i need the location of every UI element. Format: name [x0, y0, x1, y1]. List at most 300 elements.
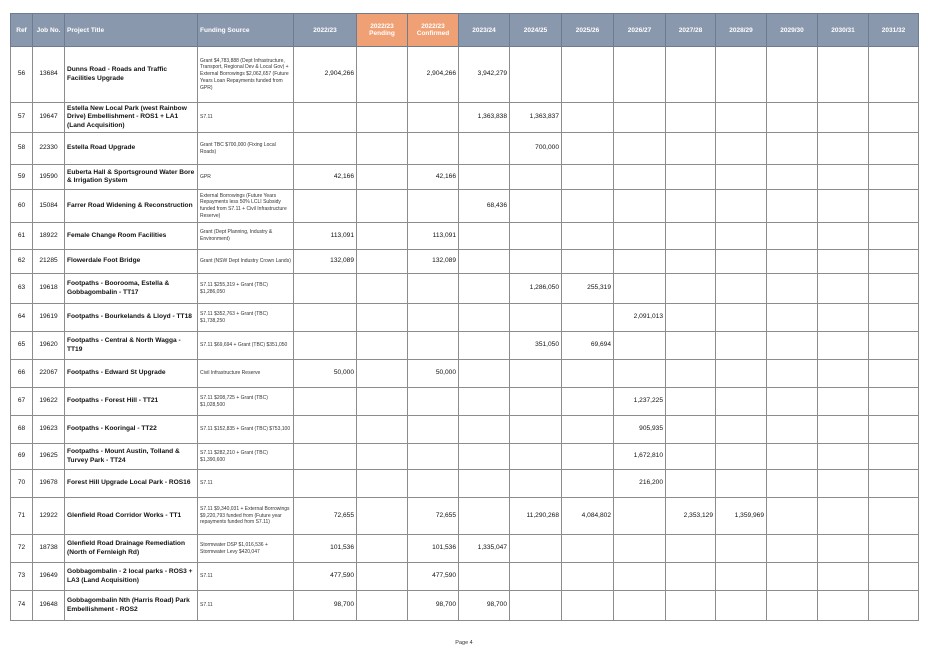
amount-cell [614, 498, 666, 535]
amount-cell [510, 250, 562, 274]
funding-source-cell: S7.11 $282,210 + Grant (TBC) $1,390,600 [198, 444, 294, 470]
amount-cell [510, 416, 562, 444]
header-2028-29: 2028/29 [716, 14, 767, 47]
table-row [11, 535, 919, 563]
amount-cell: 351,050 [510, 332, 562, 360]
amount-cell: 477,590 [408, 563, 459, 591]
amount-cell [716, 165, 767, 190]
funding-source-cell: S7.11 [198, 103, 294, 133]
amount-cell [408, 416, 459, 444]
funding-source-cell: Grant (NSW Dept Industry Crown Lands) [198, 250, 294, 274]
amount-cell [614, 103, 666, 133]
ref-cell: 58 [11, 133, 33, 165]
header-2030-31: 2030/31 [818, 14, 869, 47]
amount-cell [357, 563, 408, 591]
amount-cell [666, 250, 716, 274]
amount-cell [510, 535, 562, 563]
job-no-cell: 19648 [33, 591, 65, 621]
amount-cell [562, 304, 614, 332]
header-2031-32: 2031/32 [869, 14, 919, 47]
amount-cell [562, 250, 614, 274]
amount-cell [408, 274, 459, 304]
amount-cell: 98,700 [408, 591, 459, 621]
funding-source-cell: Grant $4,783,888 (Dept Infrastructure, Transport, Regional Dev & Local Gov) + External Borrowings $2,062,657 (Future Years Loan Repayments funded from GPR) [198, 47, 294, 103]
amount-cell [716, 223, 767, 250]
amount-cell: 2,353,129 [666, 498, 716, 535]
amount-cell [666, 444, 716, 470]
amount-cell: 905,935 [614, 416, 666, 444]
amount-cell [510, 190, 562, 223]
table-row [11, 563, 919, 591]
amount-cell [459, 444, 510, 470]
amount-cell [767, 103, 818, 133]
amount-cell [869, 274, 919, 304]
header-2022-23: 2022/23 [294, 14, 357, 47]
amount-cell [614, 360, 666, 388]
amount-cell [614, 332, 666, 360]
amount-cell: 1,237,225 [614, 388, 666, 416]
amount-cell [767, 223, 818, 250]
amount-cell [562, 416, 614, 444]
job-no-cell: 19647 [33, 103, 65, 133]
amount-cell [716, 103, 767, 133]
amount-cell [818, 133, 869, 165]
amount-cell [818, 591, 869, 621]
amount-cell [562, 470, 614, 498]
amount-cell [869, 332, 919, 360]
amount-cell: 113,091 [294, 223, 357, 250]
funding-source-cell: Grant TBC $700,000 (Fixing Local Roads) [198, 133, 294, 165]
amount-cell [357, 165, 408, 190]
amount-cell [357, 304, 408, 332]
amount-cell [716, 444, 767, 470]
amount-cell [510, 444, 562, 470]
header-2024-25: 2024/25 [510, 14, 562, 47]
amount-cell: 1,672,810 [614, 444, 666, 470]
header-2023-24: 2023/24 [459, 14, 510, 47]
amount-cell [510, 304, 562, 332]
amount-cell [767, 190, 818, 223]
amount-cell [408, 388, 459, 416]
ref-cell: 61 [11, 223, 33, 250]
amount-cell [666, 47, 716, 103]
project-title-cell: Gobbagombalin Nth (Harris Road) Park Embellishment - ROS2 [65, 591, 198, 621]
project-title-cell: Glenfield Road Corridor Works - TT1 [65, 498, 198, 535]
table-row [11, 274, 919, 304]
amount-cell [666, 360, 716, 388]
job-no-cell: 19622 [33, 388, 65, 416]
job-no-cell: 22067 [33, 360, 65, 388]
amount-cell [459, 250, 510, 274]
amount-cell [767, 332, 818, 360]
project-title-cell: Flowerdale Foot Bridge [65, 250, 198, 274]
amount-cell [459, 470, 510, 498]
amount-cell [510, 591, 562, 621]
ref-cell: 63 [11, 274, 33, 304]
amount-cell [869, 498, 919, 535]
amount-cell [666, 563, 716, 591]
amount-cell [716, 591, 767, 621]
amount-cell [869, 250, 919, 274]
amount-cell [294, 133, 357, 165]
header-ref: Ref [11, 14, 33, 47]
table-row [11, 498, 919, 535]
amount-cell [357, 332, 408, 360]
amount-cell [818, 535, 869, 563]
amount-cell [459, 165, 510, 190]
amount-cell [666, 470, 716, 498]
amount-cell [562, 388, 614, 416]
funding-source-cell: Civil Infrastructure Reserve [198, 360, 294, 388]
amount-cell: 101,536 [408, 535, 459, 563]
amount-cell [459, 360, 510, 388]
table-row [11, 444, 919, 470]
amount-cell [818, 444, 869, 470]
amount-cell [818, 470, 869, 498]
amount-cell [818, 563, 869, 591]
amount-cell [767, 444, 818, 470]
funding-source-cell: S7.11 $352,763 + Grant (TBC) $1,738,250 [198, 304, 294, 332]
amount-cell [666, 416, 716, 444]
amount-cell [716, 274, 767, 304]
table-row [11, 133, 919, 165]
amount-cell [357, 360, 408, 388]
amount-cell [767, 165, 818, 190]
amount-cell [408, 103, 459, 133]
amount-cell [818, 388, 869, 416]
amount-cell: 69,694 [562, 332, 614, 360]
ref-cell: 62 [11, 250, 33, 274]
funding-source-cell: S7.11 $208,725 + Grant (TBC) $1,028,500 [198, 388, 294, 416]
amount-cell [869, 190, 919, 223]
amount-cell: 11,290,268 [510, 498, 562, 535]
amount-cell [716, 133, 767, 165]
amount-cell [408, 190, 459, 223]
amount-cell: 72,655 [294, 498, 357, 535]
amount-cell [716, 250, 767, 274]
amount-cell: 477,590 [294, 563, 357, 591]
amount-cell [408, 470, 459, 498]
ref-cell: 60 [11, 190, 33, 223]
amount-cell [869, 591, 919, 621]
amount-cell [767, 274, 818, 304]
amount-cell [869, 304, 919, 332]
amount-cell [459, 388, 510, 416]
header-2029-30: 2029/30 [767, 14, 818, 47]
amount-cell [716, 470, 767, 498]
funding-source-cell: Grant (Dept Planning, Industry & Environment) [198, 223, 294, 250]
project-title-cell: Glenfield Road Drainage Remediation (North of Fernleigh Rd) [65, 535, 198, 563]
amount-cell [562, 535, 614, 563]
amount-cell [869, 360, 919, 388]
amount-cell: 50,000 [408, 360, 459, 388]
amount-cell [767, 498, 818, 535]
project-title-cell: Forest Hill Upgrade Local Park - ROS16 [65, 470, 198, 498]
amount-cell: 2,904,266 [408, 47, 459, 103]
ref-cell: 64 [11, 304, 33, 332]
table-row [11, 165, 919, 190]
job-no-cell: 18738 [33, 535, 65, 563]
funding-source-cell: S7.11 $152,835 + Grant (TBC) $753,100 [198, 416, 294, 444]
header-project-title: Project Title [65, 14, 198, 47]
amount-cell: 255,319 [562, 274, 614, 304]
ref-cell: 74 [11, 591, 33, 621]
header-row [11, 14, 919, 47]
amount-cell [459, 332, 510, 360]
amount-cell: 98,700 [294, 591, 357, 621]
amount-cell: 132,089 [294, 250, 357, 274]
amount-cell [408, 444, 459, 470]
amount-cell [459, 304, 510, 332]
amount-cell [562, 103, 614, 133]
amount-cell: 50,000 [294, 360, 357, 388]
amount-cell [818, 165, 869, 190]
table-row [11, 332, 919, 360]
job-no-cell: 19649 [33, 563, 65, 591]
table-row [11, 190, 919, 223]
amount-cell [459, 498, 510, 535]
job-no-cell: 21285 [33, 250, 65, 274]
amount-cell [294, 274, 357, 304]
header-2022-23-confirmed: 2022/23 Confirmed [408, 14, 459, 47]
amount-cell [459, 133, 510, 165]
project-title-cell: Footpaths - Forest Hill - TT21 [65, 388, 198, 416]
amount-cell [666, 274, 716, 304]
amount-cell [510, 360, 562, 388]
amount-cell [767, 360, 818, 388]
capital-works-table [10, 13, 919, 621]
amount-cell [562, 591, 614, 621]
amount-cell [294, 190, 357, 223]
amount-cell [357, 47, 408, 103]
amount-cell [510, 388, 562, 416]
header-funding-source: Funding Source [198, 14, 294, 47]
amount-cell [666, 304, 716, 332]
ref-cell: 71 [11, 498, 33, 535]
amount-cell [408, 304, 459, 332]
amount-cell [614, 250, 666, 274]
ref-cell: 67 [11, 388, 33, 416]
amount-cell [767, 133, 818, 165]
ref-cell: 73 [11, 563, 33, 591]
header-job-no: Job No. [33, 14, 65, 47]
amount-cell [459, 563, 510, 591]
table-row [11, 223, 919, 250]
amount-cell [459, 416, 510, 444]
amount-cell [562, 47, 614, 103]
job-no-cell: 19619 [33, 304, 65, 332]
amount-cell [357, 498, 408, 535]
job-no-cell: 22330 [33, 133, 65, 165]
table-row [11, 416, 919, 444]
amount-cell [510, 165, 562, 190]
amount-cell [294, 444, 357, 470]
funding-source-cell: External Borrowings (Future Years Repayments less 50% LCLI Subsidy funded from S7.11 + Civil Infrastructure Reserve) [198, 190, 294, 223]
header-2026-27: 2026/27 [614, 14, 666, 47]
amount-cell [294, 470, 357, 498]
amount-cell [294, 304, 357, 332]
amount-cell [614, 47, 666, 103]
amount-cell: 216,200 [614, 470, 666, 498]
job-no-cell: 19620 [33, 332, 65, 360]
amount-cell [357, 591, 408, 621]
amount-cell [357, 250, 408, 274]
amount-cell [562, 223, 614, 250]
amount-cell [869, 535, 919, 563]
table-row [11, 470, 919, 498]
amount-cell [562, 133, 614, 165]
amount-cell [357, 416, 408, 444]
amount-cell [614, 133, 666, 165]
amount-cell [869, 47, 919, 103]
table-row [11, 103, 919, 133]
job-no-cell: 18922 [33, 223, 65, 250]
amount-cell [767, 47, 818, 103]
amount-cell [357, 190, 408, 223]
amount-cell [869, 444, 919, 470]
amount-cell [716, 535, 767, 563]
amount-cell [869, 103, 919, 133]
amount-cell [294, 416, 357, 444]
ref-cell: 56 [11, 47, 33, 103]
amount-cell [294, 332, 357, 360]
amount-cell [818, 274, 869, 304]
amount-cell [666, 388, 716, 416]
job-no-cell: 19618 [33, 274, 65, 304]
amount-cell [459, 274, 510, 304]
amount-cell [510, 47, 562, 103]
amount-cell [666, 103, 716, 133]
ref-cell: 66 [11, 360, 33, 388]
amount-cell [666, 165, 716, 190]
amount-cell [818, 304, 869, 332]
amount-cell [666, 332, 716, 360]
job-no-cell: 15084 [33, 190, 65, 223]
amount-cell [716, 563, 767, 591]
project-title-cell: Estella New Local Park (west Rainbow Drive) Embellishment - ROS1 + LA1 (Land Acquisition) [65, 103, 198, 133]
amount-cell [767, 250, 818, 274]
amount-cell [666, 190, 716, 223]
amount-cell [818, 103, 869, 133]
project-title-cell: Euberta Hall & Sportsground Water Bore & Irrigation System [65, 165, 198, 190]
job-no-cell: 19623 [33, 416, 65, 444]
amount-cell [818, 223, 869, 250]
ref-cell: 70 [11, 470, 33, 498]
amount-cell [666, 133, 716, 165]
table-row [11, 591, 919, 621]
amount-cell: 700,000 [510, 133, 562, 165]
amount-cell [716, 360, 767, 388]
amount-cell [562, 360, 614, 388]
amount-cell [716, 332, 767, 360]
amount-cell [869, 388, 919, 416]
amount-cell [818, 190, 869, 223]
project-title-cell: Footpaths - Bourkelands & Lloyd - TT18 [65, 304, 198, 332]
amount-cell [767, 470, 818, 498]
project-title-cell: Footpaths - Edward St Upgrade [65, 360, 198, 388]
amount-cell: 1,335,047 [459, 535, 510, 563]
table-row [11, 360, 919, 388]
amount-cell [357, 535, 408, 563]
header-2025-26: 2025/26 [562, 14, 614, 47]
amount-cell: 1,363,837 [510, 103, 562, 133]
funding-source-cell: S7.11 $255,319 + Grant (TBC) $1,286,050 [198, 274, 294, 304]
amount-cell [562, 165, 614, 190]
funding-source-cell: S7.11 $9,340,031 + External Borrowings $9,220,793 funded from (Future year repayments funded from S7.11) [198, 498, 294, 535]
amount-cell [357, 444, 408, 470]
amount-cell [869, 416, 919, 444]
amount-cell: 132,089 [408, 250, 459, 274]
amount-cell: 98,700 [459, 591, 510, 621]
amount-cell: 101,536 [294, 535, 357, 563]
amount-cell [357, 274, 408, 304]
amount-cell [357, 223, 408, 250]
amount-cell [510, 223, 562, 250]
ref-cell: 68 [11, 416, 33, 444]
project-title-cell: Footpaths - Central & North Wagga - TT19 [65, 332, 198, 360]
header-2027-28: 2027/28 [666, 14, 716, 47]
amount-cell [357, 133, 408, 165]
amount-cell: 1,286,050 [510, 274, 562, 304]
ref-cell: 69 [11, 444, 33, 470]
ref-cell: 72 [11, 535, 33, 563]
table-row [11, 304, 919, 332]
amount-cell: 42,166 [408, 165, 459, 190]
project-title-cell: Footpaths - Boorooma, Estella & Gobbagombalin - TT17 [65, 274, 198, 304]
ref-cell: 59 [11, 165, 33, 190]
amount-cell [614, 274, 666, 304]
amount-cell [562, 444, 614, 470]
amount-cell [869, 563, 919, 591]
amount-cell [614, 535, 666, 563]
project-title-cell: Farrer Road Widening & Reconstruction [65, 190, 198, 223]
project-title-cell: Footpaths - Kooringal - TT22 [65, 416, 198, 444]
amount-cell [716, 416, 767, 444]
amount-cell [459, 223, 510, 250]
amount-cell [614, 591, 666, 621]
funding-source-cell: S7.11 [198, 563, 294, 591]
job-no-cell: 19625 [33, 444, 65, 470]
amount-cell [666, 223, 716, 250]
amount-cell [818, 332, 869, 360]
amount-cell [357, 103, 408, 133]
amount-cell [716, 304, 767, 332]
amount-cell [767, 563, 818, 591]
project-title-cell: Dunns Road - Roads and Traffic Facilities Upgrade [65, 47, 198, 103]
amount-cell [767, 535, 818, 563]
amount-cell [818, 498, 869, 535]
job-no-cell: 12922 [33, 498, 65, 535]
amount-cell [614, 563, 666, 591]
amount-cell [408, 332, 459, 360]
amount-cell [408, 133, 459, 165]
amount-cell [666, 535, 716, 563]
amount-cell [614, 223, 666, 250]
amount-cell [767, 416, 818, 444]
amount-cell [562, 563, 614, 591]
amount-cell: 113,091 [408, 223, 459, 250]
amount-cell [818, 250, 869, 274]
table-body [11, 47, 919, 621]
amount-cell [767, 304, 818, 332]
project-title-cell: Estella Road Upgrade [65, 133, 198, 165]
amount-cell [767, 591, 818, 621]
amount-cell [716, 190, 767, 223]
table-row [11, 388, 919, 416]
amount-cell: 1,363,838 [459, 103, 510, 133]
funding-source-cell: S7.11 [198, 470, 294, 498]
amount-cell [818, 416, 869, 444]
